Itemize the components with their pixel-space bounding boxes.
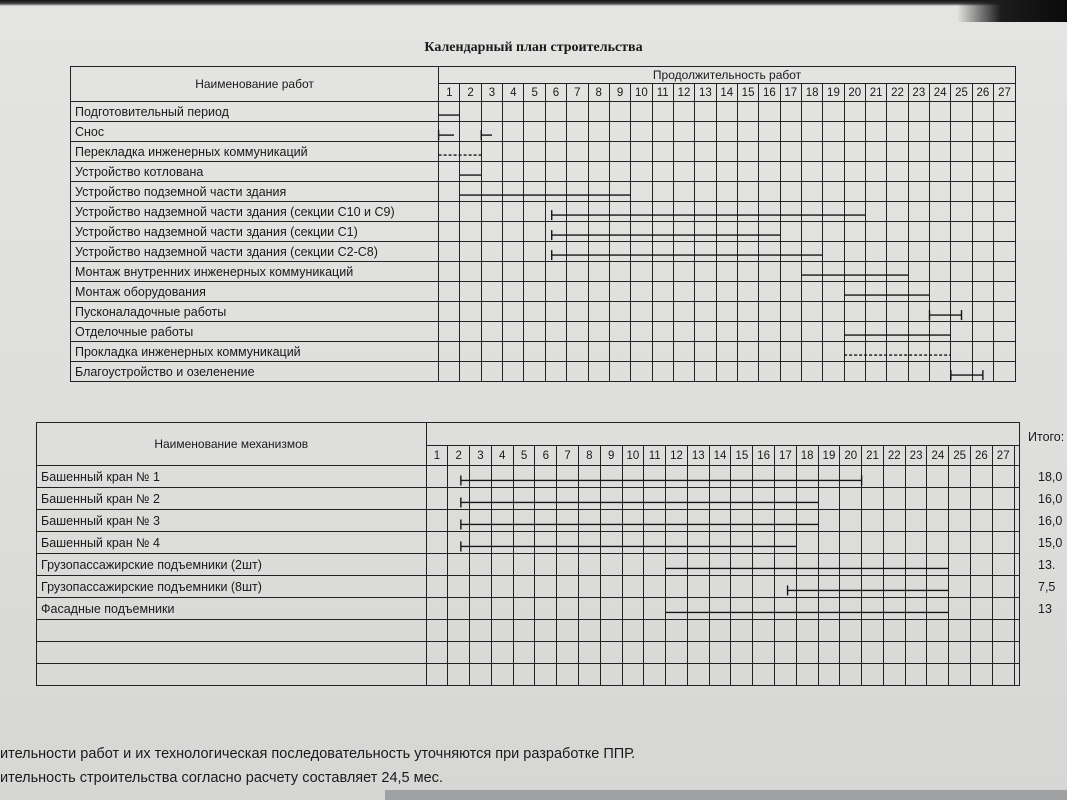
month-header-20: 20 bbox=[840, 446, 862, 466]
row-total: 13. bbox=[1038, 557, 1056, 572]
month-header-27: 27 bbox=[992, 446, 1014, 466]
row-label: Отделочные работы bbox=[71, 322, 439, 342]
row-label: Снос bbox=[71, 122, 439, 142]
row-label: Устройство надземной части здания (секции С10 и С9) bbox=[71, 202, 439, 222]
month-header-14: 14 bbox=[709, 446, 731, 466]
row-total: 16,0 bbox=[1038, 491, 1063, 506]
month-header-9: 9 bbox=[600, 446, 622, 466]
month-header-24: 24 bbox=[930, 84, 951, 102]
month-header-12: 12 bbox=[666, 446, 688, 466]
month-header-18: 18 bbox=[796, 446, 818, 466]
month-header-9: 9 bbox=[609, 84, 630, 102]
row-label: Монтаж внутренних инженерных коммуникаций bbox=[71, 262, 439, 282]
row-label: Фасадные подъемники bbox=[37, 598, 427, 620]
row-label: Пусконаладочные работы bbox=[71, 302, 439, 322]
month-header-13: 13 bbox=[695, 84, 716, 102]
month-header-21: 21 bbox=[865, 84, 886, 102]
month-header-13: 13 bbox=[687, 446, 709, 466]
row-label: Башенный кран № 1 bbox=[37, 466, 427, 488]
footnote-1: ительности работ и их технологическая последовательность уточняются при разработке ППР. bbox=[0, 746, 636, 762]
month-header-1: 1 bbox=[439, 84, 460, 102]
month-header-19: 19 bbox=[818, 446, 840, 466]
month-header-7: 7 bbox=[567, 84, 588, 102]
works_table-duration-header: Продолжительность работ bbox=[439, 67, 1016, 84]
row-label: Башенный кран № 2 bbox=[37, 488, 427, 510]
row-label: Башенный кран № 3 bbox=[37, 510, 427, 532]
month-header-6: 6 bbox=[535, 446, 557, 466]
page-title: Календарный план строительства bbox=[424, 40, 643, 55]
month-header-14: 14 bbox=[716, 84, 737, 102]
month-header-11: 11 bbox=[644, 446, 666, 466]
row-label: Благоустройство и озеленение bbox=[71, 362, 439, 382]
row-label: Подготовительный период bbox=[71, 102, 439, 122]
month-header-15: 15 bbox=[731, 446, 753, 466]
machines_table-name-header: Наименование механизмов bbox=[37, 423, 427, 466]
month-header-21: 21 bbox=[862, 446, 884, 466]
month-header-24: 24 bbox=[927, 446, 949, 466]
month-header-4: 4 bbox=[491, 446, 513, 466]
month-header-12: 12 bbox=[673, 84, 694, 102]
month-header-17: 17 bbox=[780, 84, 801, 102]
month-header-22: 22 bbox=[887, 84, 908, 102]
month-header-5: 5 bbox=[524, 84, 545, 102]
month-header-5: 5 bbox=[513, 446, 535, 466]
month-header-18: 18 bbox=[801, 84, 822, 102]
row-total: 16,0 bbox=[1038, 513, 1063, 528]
month-header-26: 26 bbox=[972, 84, 993, 102]
bottom-edge bbox=[385, 790, 1067, 800]
totals-header: Итого: bbox=[1028, 430, 1065, 444]
month-header-22: 22 bbox=[883, 446, 905, 466]
month-header-11: 11 bbox=[652, 84, 673, 102]
month-header-3: 3 bbox=[470, 446, 492, 466]
row-total: 15,0 bbox=[1038, 535, 1063, 550]
month-header-8: 8 bbox=[578, 446, 600, 466]
row-label: Башенный кран № 4 bbox=[37, 532, 427, 554]
month-header-6: 6 bbox=[545, 84, 566, 102]
row-label: Прокладка инженерных коммуникаций bbox=[71, 342, 439, 362]
row-label: Устройство котлована bbox=[71, 162, 439, 182]
month-header-17: 17 bbox=[775, 446, 797, 466]
row-label: Перекладка инженерных коммуникаций bbox=[71, 142, 439, 162]
month-header-4: 4 bbox=[503, 84, 524, 102]
row-total: 7,5 bbox=[1038, 579, 1056, 594]
month-header-20: 20 bbox=[844, 84, 865, 102]
month-header-16: 16 bbox=[753, 446, 775, 466]
month-header-10: 10 bbox=[631, 84, 652, 102]
row-label: Устройство надземной части здания (секции С2-С8) bbox=[71, 242, 439, 262]
row-label: Устройство надземной части здания (секции С1) bbox=[71, 222, 439, 242]
month-header-2: 2 bbox=[448, 446, 470, 466]
month-header-10: 10 bbox=[622, 446, 644, 466]
row-total: 18,0 bbox=[1038, 469, 1063, 484]
footnote-2: ительность строительства согласно расчету составляет 24,5 мес. bbox=[0, 770, 443, 786]
month-header-23: 23 bbox=[905, 446, 927, 466]
month-header-25: 25 bbox=[949, 446, 971, 466]
month-header-23: 23 bbox=[908, 84, 929, 102]
month-header-25: 25 bbox=[951, 84, 972, 102]
row-label: Монтаж оборудования bbox=[71, 282, 439, 302]
works_table-name-header: Наименование работ bbox=[71, 67, 439, 102]
month-header-19: 19 bbox=[823, 84, 844, 102]
month-header-27: 27 bbox=[994, 84, 1016, 102]
row-label: Устройство подземной части здания bbox=[71, 182, 439, 202]
month-header-8: 8 bbox=[588, 84, 609, 102]
month-header-1: 1 bbox=[426, 446, 448, 466]
month-header-15: 15 bbox=[737, 84, 758, 102]
month-header-16: 16 bbox=[759, 84, 780, 102]
month-header-3: 3 bbox=[481, 84, 502, 102]
row-total: 13 bbox=[1038, 601, 1052, 616]
month-header-2: 2 bbox=[460, 84, 481, 102]
row-label: Грузопассажирские подъемники (2шт) bbox=[37, 554, 427, 576]
row-label: Грузопассажирские подъемники (8шт) bbox=[37, 576, 427, 598]
month-header-7: 7 bbox=[557, 446, 579, 466]
month-header-26: 26 bbox=[971, 446, 993, 466]
